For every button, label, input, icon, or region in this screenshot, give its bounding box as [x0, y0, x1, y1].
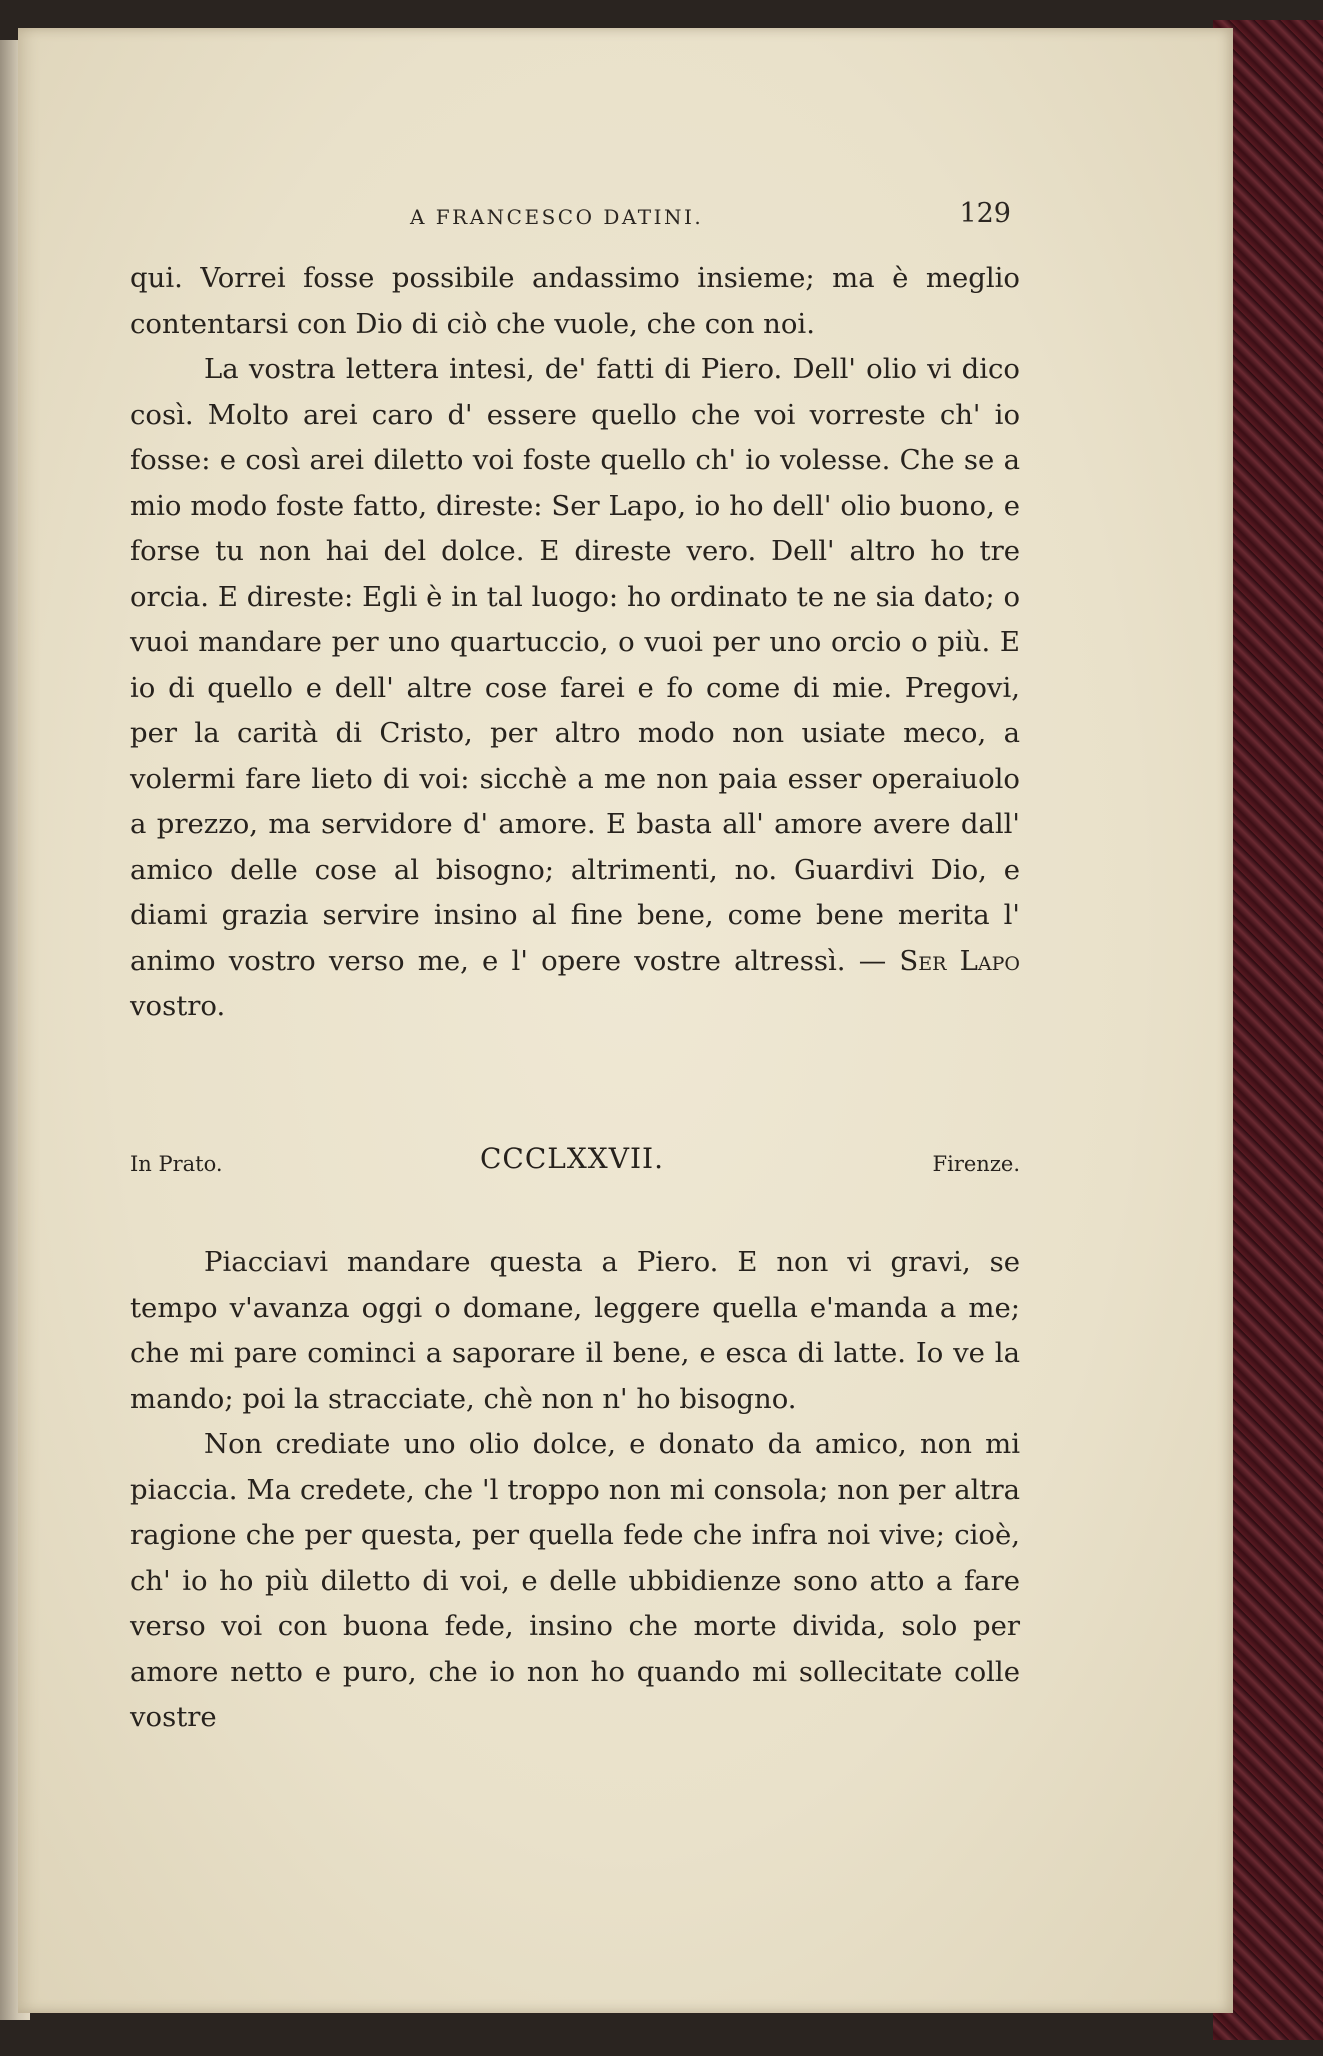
letter-number: CCCLXXVII.	[480, 1142, 664, 1175]
page-number: 129	[959, 198, 1011, 229]
running-head	[18, 198, 1233, 243]
book-page	[18, 28, 1233, 2013]
place-from: In Prato.	[130, 1152, 223, 1176]
place-to: Firenze.	[932, 1152, 1020, 1176]
paragraph: qui. Vorrei fosse possibile andassimo insieme; ma è meglio contentarsi con Dio di ciò che vuole, che con noi.	[130, 262, 1020, 340]
paragraph: Piacciavi mandare questa a Piero. E non vi gravi, se tempo v'avanza oggi o domane, leggere quella e'manda a me; che mi pare cominci a saporare il bene, e esca di latte. Io ve la mando; poi la stracciate, chè non n' ho bisogno.	[130, 1246, 1020, 1415]
running-head-title: A FRANCESCO DATINI.	[410, 205, 704, 229]
paragraph: Non crediate uno olio dolce, e donato da amico, non mi piaccia. Ma credete, che 'l troppo non mi consola; non per altra ragione che per questa, per quella fede che infra noi vive; cioè, ch' io ho più diletto di voi, e delle ubbidienze sono atto a fare verso voi con buona fede, insino che morte divida, solo per amore netto e puro, che io non ho quando mi sollecitate colle vostre	[130, 1428, 1020, 1733]
paragraph-text: La vostra lettera intesi, de' fatti di Piero. Dell' olio vi dico così. Molto arei caro d' essere quello che voi vorreste ch' io fosse: e così arei diletto voi foste quello ch' io volesse. Che se a mio modo foste fatto, direste: Ser Lapo, io ho dell' olio buono, e forse tu non hai del dolce. E direste vero. Dell' altro ho tre orcia. E direste: Egli è in tal luogo: ho ordinato te ne sia dato; o vuoi mandare per uno quartuccio, o vuoi per uno orcio o più. E io di quello e dell' altre cose farei e fo come di mie. Pregovi, per la carità di Cristo, per altro modo non usiate meco, a volermi fare lieto di voi: sicchè a me non paia esser operaiuolo a prezzo, ma servidore d' amore. E basta all' amore avere dall' amico delle cose al bisogno; altrimenti, no. Guardivi Dio, e diami grazia servire insino al fine bene, come bene merita l' animo vostro verso me, e l' opere vostre altressì. —	[130, 353, 1020, 977]
paragraph	[130, 347, 1020, 1030]
letter-text	[130, 1240, 1020, 1741]
letter-header	[130, 1140, 1020, 1180]
previous-letter-text	[130, 256, 1020, 1030]
signature: Ser Lapo	[899, 944, 1020, 977]
signature-tail: vostro.	[130, 990, 226, 1022]
